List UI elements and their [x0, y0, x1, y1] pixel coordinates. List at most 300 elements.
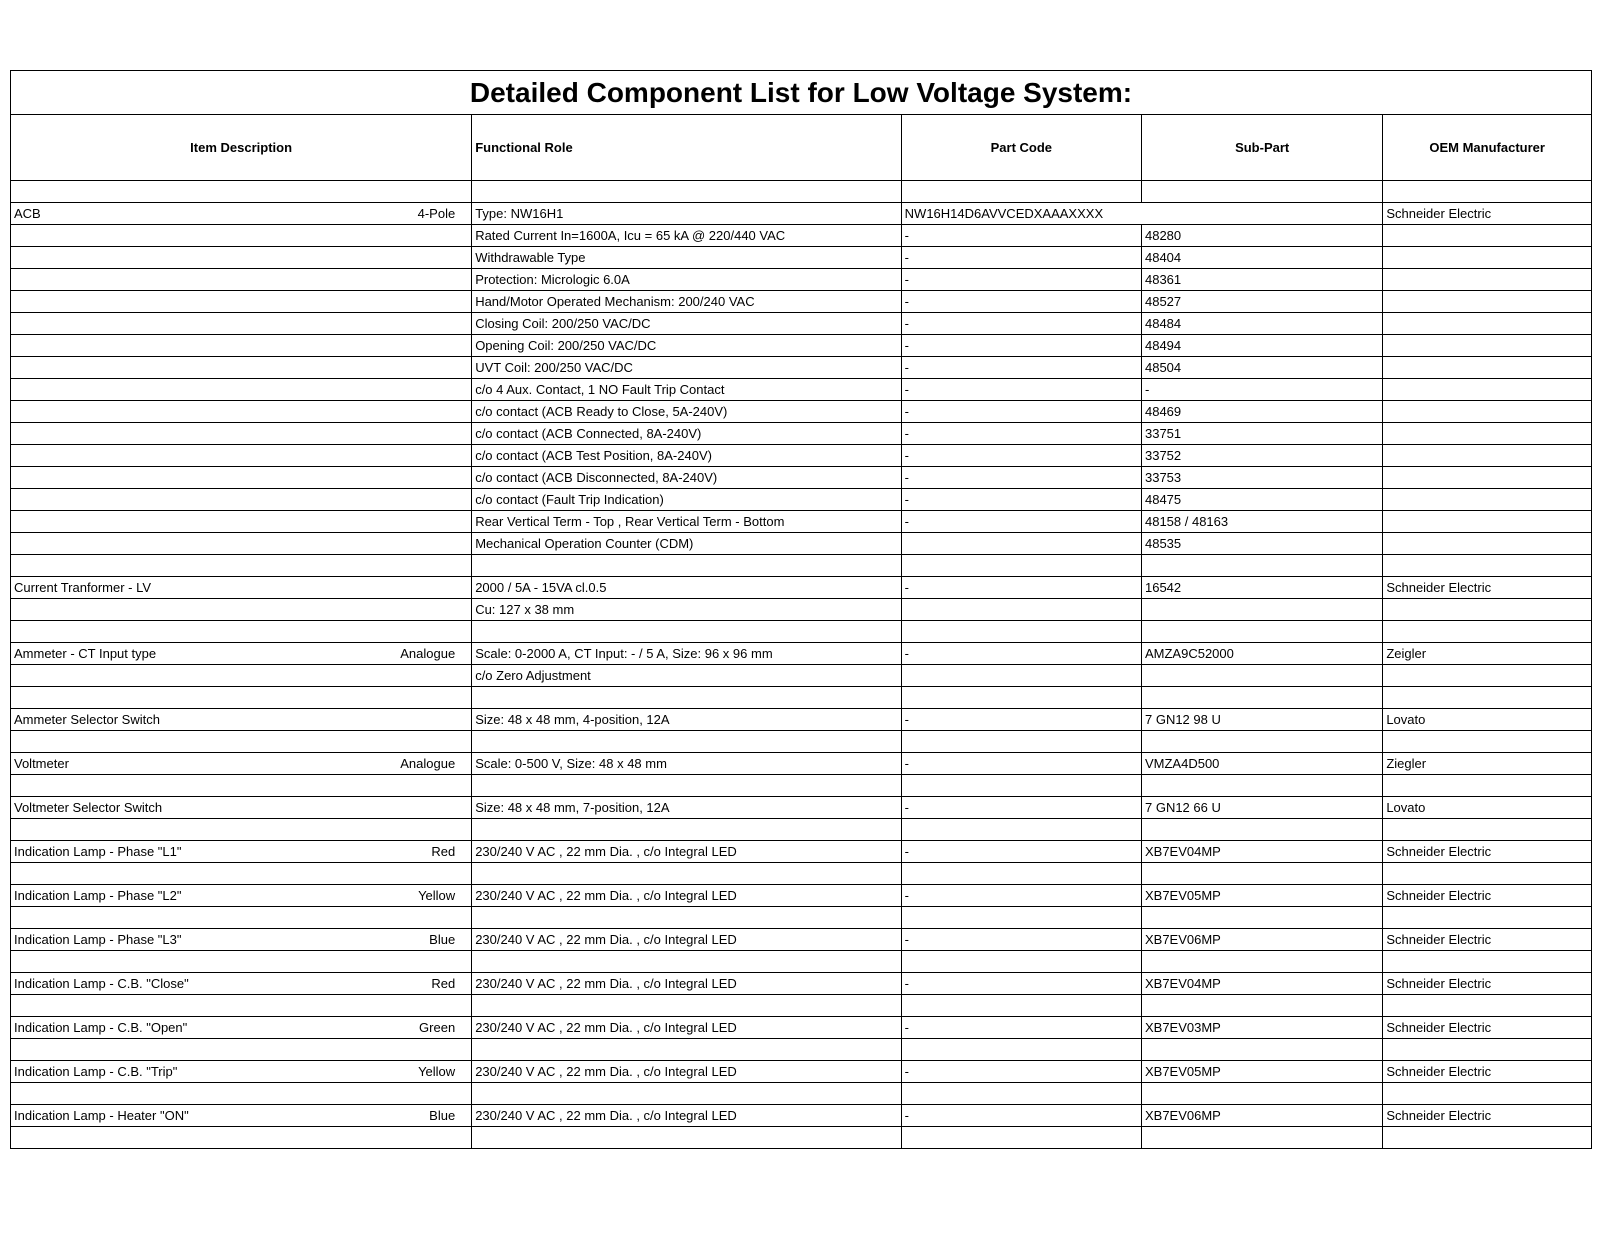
item-attribute-cell — [358, 907, 472, 929]
functional-role-cell: UVT Coil: 200/250 VAC/DC — [472, 357, 901, 379]
oem-manufacturer-cell — [1383, 445, 1592, 467]
oem-manufacturer-cell: Schneider Electric — [1383, 1105, 1592, 1127]
part-code-cell: - — [901, 1105, 1141, 1127]
functional-role-cell: Type: NW16H1 — [472, 203, 901, 225]
functional-role-cell — [472, 863, 901, 885]
table-row — [11, 863, 1592, 885]
table-row — [11, 621, 1592, 643]
sub-part-cell — [1141, 863, 1382, 885]
table-row — [11, 357, 1592, 379]
functional-role-cell: Scale: 0-2000 A, CT Input: - / 5 A, Size: 96 x 96 mm — [472, 643, 901, 665]
functional-role-cell: Closing Coil: 200/250 VAC/DC — [472, 313, 901, 335]
item-description-cell — [11, 423, 359, 445]
table-row — [11, 599, 1592, 621]
table-row — [11, 709, 1592, 731]
oem-manufacturer-cell: Schneider Electric — [1383, 577, 1592, 599]
functional-role-cell: Rear Vertical Term - Top , Rear Vertical Term - Bottom — [472, 511, 901, 533]
functional-role-cell — [472, 1039, 901, 1061]
functional-role-cell — [472, 555, 901, 577]
oem-manufacturer-cell: Schneider Electric — [1383, 1017, 1592, 1039]
table-row — [11, 555, 1592, 577]
item-attribute-cell — [358, 731, 472, 753]
oem-manufacturer-cell — [1383, 731, 1592, 753]
functional-role-cell: Size: 48 x 48 mm, 4-position, 12A — [472, 709, 901, 731]
item-description-cell: Ammeter Selector Switch — [11, 709, 359, 731]
item-attribute-cell: 4-Pole — [358, 203, 472, 225]
part-code-cell: - — [901, 753, 1141, 775]
sub-part-cell: 33752 — [1141, 445, 1382, 467]
functional-role-cell — [472, 731, 901, 753]
functional-role-cell: Mechanical Operation Counter (CDM) — [472, 533, 901, 555]
oem-manufacturer-cell — [1383, 401, 1592, 423]
part-code-cell — [901, 819, 1141, 841]
item-description-cell: Indication Lamp - C.B. "Close" — [11, 973, 359, 995]
item-attribute-cell — [358, 313, 472, 335]
item-attribute-cell — [358, 951, 472, 973]
item-description-cell — [11, 621, 359, 643]
part-code-cell: - — [901, 511, 1141, 533]
item-description-cell — [11, 533, 359, 555]
part-code-cell — [901, 775, 1141, 797]
table-row — [11, 1127, 1592, 1149]
item-attribute-cell — [358, 1039, 472, 1061]
part-code-cell — [901, 599, 1141, 621]
item-attribute-cell — [358, 533, 472, 555]
functional-role-cell — [472, 181, 901, 203]
table-row — [11, 577, 1592, 599]
sub-part-cell: XB7EV05MP — [1141, 1061, 1382, 1083]
table-row — [11, 313, 1592, 335]
table-row — [11, 247, 1592, 269]
functional-role-cell: Size: 48 x 48 mm, 7-position, 12A — [472, 797, 901, 819]
sub-part-cell: XB7EV05MP — [1141, 885, 1382, 907]
item-description-cell: Indication Lamp - Phase "L1" — [11, 841, 359, 863]
sub-part-cell — [1141, 731, 1382, 753]
oem-manufacturer-cell — [1383, 291, 1592, 313]
part-code-cell: - — [901, 335, 1141, 357]
functional-role-cell: Withdrawable Type — [472, 247, 901, 269]
table-row — [11, 885, 1592, 907]
item-attribute-cell — [358, 995, 472, 1017]
part-code-cell: - — [901, 313, 1141, 335]
functional-role-cell: Opening Coil: 200/250 VAC/DC — [472, 335, 901, 357]
part-code-cell: - — [901, 973, 1141, 995]
item-attribute-cell — [358, 621, 472, 643]
item-description-cell — [11, 665, 359, 687]
oem-manufacturer-cell: Schneider Electric — [1383, 1061, 1592, 1083]
oem-manufacturer-cell — [1383, 423, 1592, 445]
table-row — [11, 269, 1592, 291]
sub-part-cell — [1141, 1127, 1382, 1149]
oem-manufacturer-cell — [1383, 687, 1592, 709]
item-attribute-cell — [358, 357, 472, 379]
table-row — [11, 533, 1592, 555]
item-attribute-cell: Yellow — [358, 885, 472, 907]
sub-part-cell: 48527 — [1141, 291, 1382, 313]
item-attribute-cell: Analogue — [358, 753, 472, 775]
header-part-code: Part Code — [901, 115, 1141, 181]
sub-part-cell: 48475 — [1141, 489, 1382, 511]
oem-manufacturer-cell — [1383, 863, 1592, 885]
table-row — [11, 203, 1592, 225]
header-functional-role: Functional Role — [472, 115, 901, 181]
item-description-cell: Indication Lamp - Phase "L2" — [11, 885, 359, 907]
item-attribute-cell — [358, 797, 472, 819]
part-code-cell: - — [901, 1061, 1141, 1083]
table-row — [11, 643, 1592, 665]
oem-manufacturer-cell — [1383, 247, 1592, 269]
part-code-cell — [901, 995, 1141, 1017]
oem-manufacturer-cell — [1383, 533, 1592, 555]
oem-manufacturer-cell — [1383, 995, 1592, 1017]
item-attribute-cell — [358, 401, 472, 423]
sub-part-cell: XB7EV03MP — [1141, 1017, 1382, 1039]
sub-part-cell: 48504 — [1141, 357, 1382, 379]
table-row — [11, 401, 1592, 423]
item-attribute-cell — [358, 863, 472, 885]
table-row — [11, 379, 1592, 401]
oem-manufacturer-cell — [1383, 907, 1592, 929]
item-attribute-cell — [358, 665, 472, 687]
item-description-cell — [11, 445, 359, 467]
functional-role-cell: c/o 4 Aux. Contact, 1 NO Fault Trip Contact — [472, 379, 901, 401]
item-attribute-cell: Red — [358, 841, 472, 863]
item-attribute-cell — [358, 577, 472, 599]
functional-role-cell: 2000 / 5A - 15VA cl.0.5 — [472, 577, 901, 599]
item-description-cell — [11, 995, 359, 1017]
item-description-cell: Indication Lamp - C.B. "Open" — [11, 1017, 359, 1039]
item-description-cell: Voltmeter — [11, 753, 359, 775]
item-description-cell — [11, 687, 359, 709]
item-description-cell — [11, 181, 359, 203]
oem-manufacturer-cell — [1383, 1039, 1592, 1061]
item-description-cell — [11, 379, 359, 401]
table-row — [11, 907, 1592, 929]
item-description-cell — [11, 225, 359, 247]
table-row — [11, 687, 1592, 709]
part-code-cell — [901, 533, 1141, 555]
item-attribute-cell — [358, 247, 472, 269]
part-code-cell: - — [901, 379, 1141, 401]
part-code-cell — [901, 555, 1141, 577]
oem-manufacturer-cell: Lovato — [1383, 797, 1592, 819]
functional-role-cell — [472, 907, 901, 929]
oem-manufacturer-cell — [1383, 489, 1592, 511]
item-description-cell — [11, 775, 359, 797]
functional-role-cell — [472, 621, 901, 643]
item-description-cell — [11, 401, 359, 423]
oem-manufacturer-cell — [1383, 181, 1592, 203]
item-description-cell — [11, 1039, 359, 1061]
functional-role-cell: Rated Current In=1600A, Icu = 65 kA @ 220/440 VAC — [472, 225, 901, 247]
functional-role-cell: 230/240 V AC , 22 mm Dia. , c/o Integral LED — [472, 1105, 901, 1127]
table-row — [11, 335, 1592, 357]
functional-role-cell: c/o contact (ACB Disconnected, 8A-240V) — [472, 467, 901, 489]
part-code-cell — [901, 181, 1141, 203]
item-description-cell — [11, 1083, 359, 1105]
sub-part-cell: 48535 — [1141, 533, 1382, 555]
functional-role-cell — [472, 775, 901, 797]
oem-manufacturer-cell: Schneider Electric — [1383, 841, 1592, 863]
functional-role-cell — [472, 819, 901, 841]
page-title: Detailed Component List for Low Voltage System: — [11, 71, 1592, 115]
sub-part-cell: 48404 — [1141, 247, 1382, 269]
part-code-cell: - — [901, 577, 1141, 599]
table-row — [11, 181, 1592, 203]
part-code-cell: - — [901, 489, 1141, 511]
sub-part-cell: 48280 — [1141, 225, 1382, 247]
part-code-cell — [901, 665, 1141, 687]
part-code-cell: - — [901, 929, 1141, 951]
oem-manufacturer-cell — [1383, 467, 1592, 489]
table-row — [11, 1039, 1592, 1061]
item-attribute-cell — [358, 489, 472, 511]
oem-manufacturer-cell: Zeigler — [1383, 643, 1592, 665]
oem-manufacturer-cell — [1383, 511, 1592, 533]
table-row — [11, 291, 1592, 313]
table-row — [11, 951, 1592, 973]
functional-role-cell — [472, 1083, 901, 1105]
item-description-cell — [11, 489, 359, 511]
item-attribute-cell — [358, 225, 472, 247]
item-description-cell — [11, 951, 359, 973]
table-row — [11, 665, 1592, 687]
table-row — [11, 511, 1592, 533]
sub-part-cell: 48469 — [1141, 401, 1382, 423]
item-description-cell: Ammeter - CT Input type — [11, 643, 359, 665]
table-row — [11, 445, 1592, 467]
header-item-description: Item Description — [11, 115, 472, 181]
table-row — [11, 775, 1592, 797]
item-description-cell: Indication Lamp - Phase "L3" — [11, 929, 359, 951]
functional-role-cell: 230/240 V AC , 22 mm Dia. , c/o Integral LED — [472, 973, 901, 995]
oem-manufacturer-cell — [1383, 951, 1592, 973]
functional-role-cell: 230/240 V AC , 22 mm Dia. , c/o Integral LED — [472, 885, 901, 907]
sub-part-cell: XB7EV06MP — [1141, 929, 1382, 951]
item-attribute-cell — [358, 555, 472, 577]
sub-part-cell — [1141, 687, 1382, 709]
title-row — [11, 71, 1592, 115]
item-attribute-cell: Blue — [358, 929, 472, 951]
sub-part-cell — [1141, 555, 1382, 577]
item-attribute-cell: Green — [358, 1017, 472, 1039]
item-attribute-cell: Yellow — [358, 1061, 472, 1083]
part-code-cell — [901, 1083, 1141, 1105]
item-description-cell — [11, 247, 359, 269]
item-description-cell: Indication Lamp - Heater "ON" — [11, 1105, 359, 1127]
part-code-cell — [901, 863, 1141, 885]
oem-manufacturer-cell — [1383, 1083, 1592, 1105]
sub-part-cell — [1141, 181, 1382, 203]
part-code-cell: - — [901, 797, 1141, 819]
oem-manufacturer-cell — [1383, 379, 1592, 401]
table-row — [11, 753, 1592, 775]
item-attribute-cell — [358, 819, 472, 841]
part-code-cell: - — [901, 709, 1141, 731]
sub-part-cell: 48484 — [1141, 313, 1382, 335]
part-code-cell — [901, 907, 1141, 929]
sub-part-cell: 33751 — [1141, 423, 1382, 445]
oem-manufacturer-cell — [1383, 555, 1592, 577]
sub-part-cell: XB7EV06MP — [1141, 1105, 1382, 1127]
functional-role-cell: Hand/Motor Operated Mechanism: 200/240 VAC — [472, 291, 901, 313]
table-row — [11, 489, 1592, 511]
item-description-cell: Current Tranformer - LV — [11, 577, 359, 599]
item-description-cell — [11, 269, 359, 291]
sub-part-cell: 7 GN12 66 U — [1141, 797, 1382, 819]
functional-role-cell: Scale: 0-500 V, Size: 48 x 48 mm — [472, 753, 901, 775]
functional-role-cell — [472, 951, 901, 973]
functional-role-cell: 230/240 V AC , 22 mm Dia. , c/o Integral LED — [472, 1017, 901, 1039]
table-row — [11, 841, 1592, 863]
oem-manufacturer-cell — [1383, 1127, 1592, 1149]
functional-role-cell: 230/240 V AC , 22 mm Dia. , c/o Integral LED — [472, 929, 901, 951]
sub-part-cell — [1141, 775, 1382, 797]
sub-part-cell — [1141, 599, 1382, 621]
part-code-cell — [901, 731, 1141, 753]
functional-role-cell: c/o contact (Fault Trip Indication) — [472, 489, 901, 511]
part-code-cell: NW16H14D6AVVCEDXAAAXXXX — [901, 203, 1383, 225]
sub-part-cell: 16542 — [1141, 577, 1382, 599]
part-code-cell: - — [901, 841, 1141, 863]
table-row — [11, 1061, 1592, 1083]
part-code-cell — [901, 1127, 1141, 1149]
part-code-cell: - — [901, 225, 1141, 247]
part-code-cell: - — [901, 423, 1141, 445]
item-attribute-cell: Red — [358, 973, 472, 995]
oem-manufacturer-cell: Lovato — [1383, 709, 1592, 731]
item-attribute-cell — [358, 1083, 472, 1105]
part-code-cell: - — [901, 445, 1141, 467]
table-row — [11, 423, 1592, 445]
oem-manufacturer-cell — [1383, 775, 1592, 797]
part-code-cell: - — [901, 291, 1141, 313]
table-row — [11, 467, 1592, 489]
oem-manufacturer-cell: Schneider Electric — [1383, 973, 1592, 995]
sub-part-cell: 48494 — [1141, 335, 1382, 357]
oem-manufacturer-cell — [1383, 225, 1592, 247]
functional-role-cell — [472, 1127, 901, 1149]
header-sub-part: Sub-Part — [1141, 115, 1382, 181]
part-code-cell: - — [901, 269, 1141, 291]
item-attribute-cell — [358, 379, 472, 401]
item-attribute-cell — [358, 423, 472, 445]
part-code-cell — [901, 951, 1141, 973]
functional-role-cell: 230/240 V AC , 22 mm Dia. , c/o Integral LED — [472, 841, 901, 863]
oem-manufacturer-cell — [1383, 313, 1592, 335]
item-attribute-cell — [358, 181, 472, 203]
sub-part-cell — [1141, 995, 1382, 1017]
part-code-cell: - — [901, 357, 1141, 379]
table-row — [11, 929, 1592, 951]
oem-manufacturer-cell — [1383, 599, 1592, 621]
oem-manufacturer-cell — [1383, 269, 1592, 291]
oem-manufacturer-cell — [1383, 665, 1592, 687]
item-description-cell — [11, 335, 359, 357]
table-row — [11, 973, 1592, 995]
functional-role-cell: c/o Zero Adjustment — [472, 665, 901, 687]
item-attribute-cell — [358, 775, 472, 797]
functional-role-cell: c/o contact (ACB Ready to Close, 5A-240V) — [472, 401, 901, 423]
item-description-cell — [11, 1127, 359, 1149]
sub-part-cell: XB7EV04MP — [1141, 973, 1382, 995]
item-description-cell — [11, 467, 359, 489]
sub-part-cell — [1141, 907, 1382, 929]
item-description-cell — [11, 313, 359, 335]
item-description-cell: ACB — [11, 203, 359, 225]
sub-part-cell: VMZA4D500 — [1141, 753, 1382, 775]
sub-part-cell — [1141, 1039, 1382, 1061]
sub-part-cell: 48361 — [1141, 269, 1382, 291]
sub-part-cell: 7 GN12 98 U — [1141, 709, 1382, 731]
sub-part-cell — [1141, 621, 1382, 643]
oem-manufacturer-cell — [1383, 357, 1592, 379]
item-attribute-cell — [358, 335, 472, 357]
item-attribute-cell — [358, 269, 472, 291]
table-row — [11, 1017, 1592, 1039]
item-attribute-cell — [358, 467, 472, 489]
item-description-cell — [11, 731, 359, 753]
sub-part-cell: 33753 — [1141, 467, 1382, 489]
table-row — [11, 995, 1592, 1017]
part-code-cell: - — [901, 1017, 1141, 1039]
item-attribute-cell: Analogue — [358, 643, 472, 665]
functional-role-cell: Protection: Micrologic 6.0A — [472, 269, 901, 291]
oem-manufacturer-cell — [1383, 335, 1592, 357]
item-attribute-cell — [358, 599, 472, 621]
item-description-cell: Voltmeter Selector Switch — [11, 797, 359, 819]
oem-manufacturer-cell: Ziegler — [1383, 753, 1592, 775]
item-description-cell — [11, 819, 359, 841]
item-description-cell — [11, 599, 359, 621]
item-description-cell — [11, 291, 359, 313]
sub-part-cell: - — [1141, 379, 1382, 401]
component-list-table — [10, 70, 1592, 1149]
functional-role-cell: Cu: 127 x 38 mm — [472, 599, 901, 621]
part-code-cell: - — [901, 885, 1141, 907]
item-attribute-cell — [358, 511, 472, 533]
functional-role-cell: c/o contact (ACB Test Position, 8A-240V) — [472, 445, 901, 467]
oem-manufacturer-cell — [1383, 819, 1592, 841]
item-description-cell — [11, 907, 359, 929]
part-code-cell — [901, 687, 1141, 709]
sub-part-cell: AMZA9C52000 — [1141, 643, 1382, 665]
part-code-cell — [901, 621, 1141, 643]
table-row — [11, 731, 1592, 753]
item-description-cell — [11, 555, 359, 577]
sub-part-cell — [1141, 1083, 1382, 1105]
functional-role-cell: c/o contact (ACB Connected, 8A-240V) — [472, 423, 901, 445]
functional-role-cell — [472, 995, 901, 1017]
table-row — [11, 1083, 1592, 1105]
sub-part-cell — [1141, 819, 1382, 841]
table-row — [11, 1105, 1592, 1127]
header-row — [11, 115, 1592, 181]
part-code-cell: - — [901, 467, 1141, 489]
table-row — [11, 819, 1592, 841]
sub-part-cell — [1141, 665, 1382, 687]
item-attribute-cell — [358, 291, 472, 313]
sub-part-cell: 48158 / 48163 — [1141, 511, 1382, 533]
sub-part-cell — [1141, 951, 1382, 973]
part-code-cell: - — [901, 247, 1141, 269]
oem-manufacturer-cell: Schneider Electric — [1383, 929, 1592, 951]
item-description-cell — [11, 511, 359, 533]
item-attribute-cell: Blue — [358, 1105, 472, 1127]
oem-manufacturer-cell: Schneider Electric — [1383, 885, 1592, 907]
sub-part-cell: XB7EV04MP — [1141, 841, 1382, 863]
item-description-cell — [11, 863, 359, 885]
